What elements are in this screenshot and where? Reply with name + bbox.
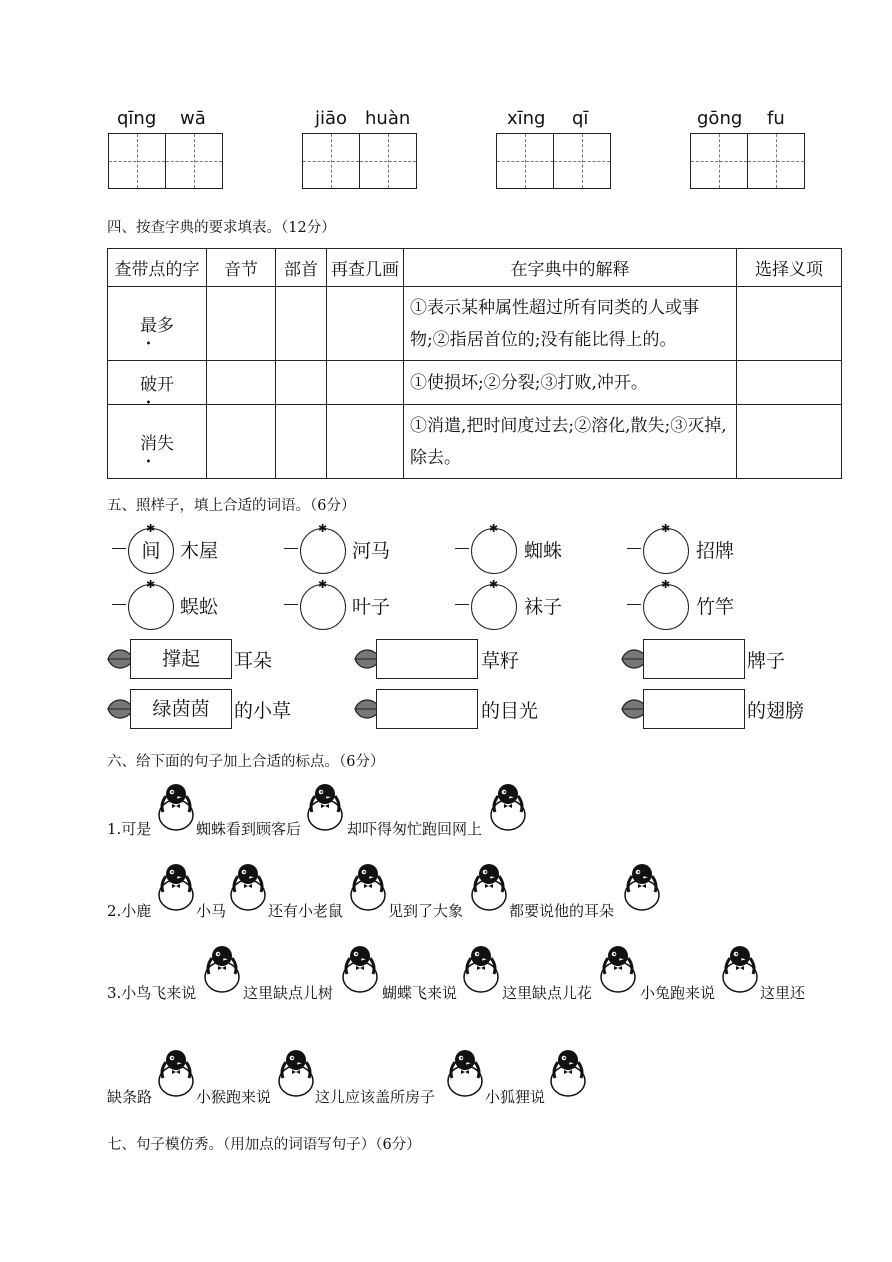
table-header: 在字典中的解释 — [404, 249, 737, 287]
choice-cell[interactable] — [737, 287, 842, 361]
pinyin-syllable: wā — [180, 108, 206, 129]
measure-word-item — [627, 580, 675, 636]
sentence-fragment: 2.小鹿 — [107, 902, 152, 920]
penguin-blank-icon[interactable] — [461, 944, 501, 994]
measure-word-item — [627, 524, 675, 580]
pinyin-syllable: qīng — [117, 108, 157, 129]
measure-word-noun: 招牌 — [696, 540, 735, 562]
section-7-title: 七、句子模仿秀。（用加点的词语写句子）（6分） — [107, 1137, 421, 1153]
table-header: 选择义项 — [737, 249, 842, 287]
sentence-fragment: 这里还 — [760, 984, 806, 1002]
measure-word-item — [284, 580, 332, 636]
pinyin-syllable: gōng — [697, 108, 743, 129]
sentence-fragment: 蝴蝶飞来说 — [382, 984, 458, 1002]
word-rest: 失 — [157, 434, 174, 454]
query-word — [108, 287, 207, 361]
measure-word-blank[interactable]: 间 — [128, 528, 174, 574]
phrase-blank[interactable] — [643, 639, 745, 679]
table-header: 再查几画 — [327, 249, 404, 287]
section-5-title: 五、照样子，填上合适的词语。（6分） — [107, 498, 356, 514]
apple-stem-icon: ✱ — [318, 578, 328, 591]
explanation-cell: ①使损坏;②分裂;③打败,冲开。 — [404, 361, 737, 405]
measure-word-item — [112, 524, 160, 580]
penguin-blank-icon[interactable] — [598, 944, 638, 994]
explanation-cell: ①表示某种属性超过所有同类的人或事物;②指居首位的;没有能比得上的。 — [404, 287, 737, 361]
phrase-noun: 草籽 — [481, 650, 520, 672]
apple-stem-icon: ✱ — [146, 578, 156, 591]
penguin-blank-icon[interactable] — [720, 944, 760, 994]
phrase-noun: 的翅膀 — [747, 700, 805, 722]
sentence-fragment: 见到了大象 — [388, 902, 464, 920]
table-row — [108, 405, 842, 479]
strokes-cell[interactable] — [327, 287, 404, 361]
sentence-fragment: 却吓得匆忙跑回网上 — [347, 820, 483, 838]
phrase-noun: 耳朵 — [234, 650, 273, 672]
phrase-blank[interactable] — [643, 689, 745, 729]
phrase-blank[interactable]: 绿茵茵 — [130, 689, 232, 729]
penguin-blank-icon[interactable] — [305, 782, 345, 832]
phrase-noun: 的目光 — [481, 700, 539, 722]
pinyin-syllable: qī — [572, 108, 589, 129]
sentence-fragment: 小狐狸说 — [485, 1088, 546, 1106]
table-row — [108, 361, 842, 405]
dotted-char: 最 — [140, 316, 157, 336]
measure-word-noun: 蜈蚣 — [180, 596, 219, 618]
phrase-noun: 的小草 — [234, 700, 292, 722]
sentence-fragment: 这儿应该盖所房子 — [315, 1088, 436, 1106]
radical-cell[interactable] — [276, 405, 327, 479]
phrase-noun: 牌子 — [747, 650, 786, 672]
measure-word-noun: 竹竿 — [696, 596, 735, 618]
table-header: 音节 — [207, 249, 276, 287]
penguin-blank-icon[interactable] — [348, 862, 388, 912]
measure-word-noun: 袜子 — [524, 596, 563, 618]
sentence-fragment: 小兔跑来说 — [640, 984, 716, 1002]
measure-word-item — [284, 524, 332, 580]
phrase-blank[interactable] — [376, 639, 478, 679]
sentence-fragment: 1.可是 — [107, 820, 152, 838]
apple-stem-icon: ✱ — [318, 522, 328, 535]
word-rest: 开 — [157, 375, 174, 395]
apple-stem-icon: ✱ — [489, 578, 499, 591]
penguin-blank-icon[interactable] — [156, 782, 196, 832]
table-header-row — [108, 249, 842, 287]
character-grid[interactable] — [302, 133, 417, 189]
apple-stem-icon: ✱ — [146, 522, 156, 535]
character-grid[interactable] — [690, 133, 805, 189]
penguin-blank-icon[interactable] — [622, 862, 662, 912]
penguin-blank-icon[interactable] — [156, 862, 196, 912]
syllable-cell[interactable] — [207, 361, 276, 405]
apple-stem-icon: ✱ — [661, 522, 671, 535]
sentence-fragment: 3.小鸟飞来说 — [107, 984, 197, 1002]
penguin-blank-icon[interactable] — [156, 1048, 196, 1098]
penguin-blank-icon[interactable] — [202, 944, 242, 994]
dotted-char: 消 — [140, 434, 157, 454]
query-word — [108, 405, 207, 479]
table-header: 部首 — [276, 249, 327, 287]
radical-cell[interactable] — [276, 361, 327, 405]
measure-word-item — [455, 524, 503, 580]
character-grid[interactable] — [496, 133, 611, 189]
pinyin-syllable: huàn — [365, 108, 411, 129]
syllable-cell[interactable] — [207, 405, 276, 479]
query-word — [108, 361, 207, 405]
sentence-fragment: 小猴跑来说 — [196, 1088, 272, 1106]
measure-word-noun: 蜘蛛 — [524, 540, 563, 562]
penguin-blank-icon[interactable] — [228, 862, 268, 912]
apple-stem-icon: ✱ — [489, 522, 499, 535]
choice-cell[interactable] — [737, 405, 842, 479]
section-6-title: 六、给下面的句子加上合适的标点。（6分） — [107, 754, 385, 770]
sentence-fragment: 蜘蛛看到顾客后 — [196, 820, 302, 838]
pinyin-syllable: jiāo — [315, 108, 348, 129]
phrase-blank[interactable]: 撑起 — [130, 639, 232, 679]
phrase-blank[interactable] — [376, 689, 478, 729]
pinyin-syllable: xīng — [507, 108, 546, 129]
sentence-fragment: 还有小老鼠 — [268, 902, 344, 920]
word-rest: 多 — [157, 316, 174, 336]
section-4-title: 四、按查字典的要求填表。（12分） — [107, 220, 336, 236]
penguin-blank-icon[interactable] — [488, 782, 528, 832]
syllable-cell[interactable] — [207, 287, 276, 361]
character-grid[interactable] — [108, 133, 223, 189]
penguin-blank-icon[interactable] — [548, 1048, 588, 1098]
dictionary-table — [107, 248, 842, 479]
penguin-blank-icon[interactable] — [445, 1048, 485, 1098]
measure-word-noun: 木屋 — [180, 540, 219, 562]
table-row — [108, 287, 842, 361]
strokes-cell[interactable] — [327, 361, 404, 405]
penguin-blank-icon[interactable] — [469, 862, 509, 912]
sentence-fragment: 缺条路 — [107, 1088, 153, 1106]
sentence-fragment: 这里缺点儿花 — [502, 984, 593, 1002]
measure-word-noun: 叶子 — [352, 596, 391, 618]
pinyin-syllable: fu — [767, 108, 785, 129]
penguin-blank-icon[interactable] — [276, 1048, 316, 1098]
apple-stem-icon: ✱ — [661, 578, 671, 591]
measure-word-item — [112, 580, 160, 636]
explanation-cell: ①消遣,把时间度过去;②溶化,散失;③灭掉,除去。 — [404, 405, 737, 479]
measure-word-noun: 河马 — [352, 540, 391, 562]
sentence-fragment: 小马 — [196, 902, 227, 920]
table-header: 查带点的字 — [108, 249, 207, 287]
sentence-fragment: 这里缺点儿树 — [243, 984, 334, 1002]
sentence-fragment: 都要说他的耳朵 — [509, 902, 615, 920]
measure-word-item — [455, 580, 503, 636]
dotted-char: 破 — [140, 375, 157, 395]
choice-cell[interactable] — [737, 361, 842, 405]
strokes-cell[interactable] — [327, 405, 404, 479]
radical-cell[interactable] — [276, 287, 327, 361]
penguin-blank-icon[interactable] — [340, 944, 380, 994]
